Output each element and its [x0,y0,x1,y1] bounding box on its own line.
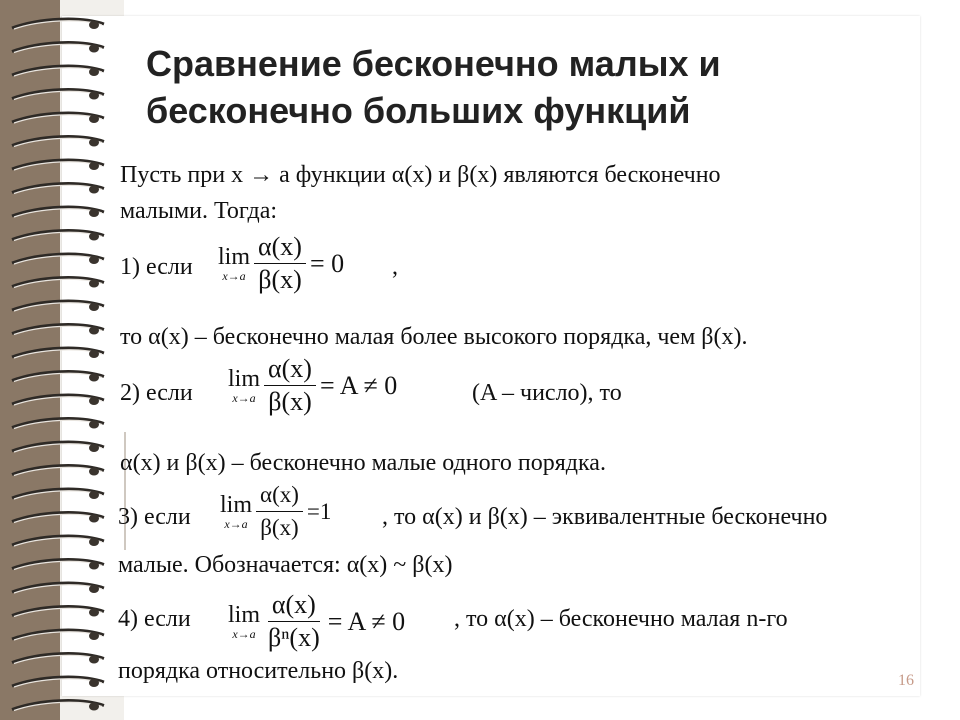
page-number: 16 [898,672,914,689]
numerator: α(x) [264,354,316,386]
case2-rhs: = A ≠ 0 [319,370,398,400]
case4-after: , то α(x) – бесконечно малая n-го [454,606,788,632]
binding-hole [89,256,99,264]
binding-hole [89,444,99,452]
case3-rhs: =1 [306,498,332,524]
case2-label: 2) если [120,380,193,406]
lim-subscript: x→a [232,390,256,405]
binding-hole [89,139,99,147]
case2-formula [228,354,397,417]
slide-title [146,40,906,134]
denominator: β(x) [258,265,302,294]
binding-hole [89,350,99,358]
binding-hole [89,45,99,53]
lim-text: lim [220,491,253,518]
case4-fraction [264,590,324,653]
case3-label: 3) если [118,504,191,530]
binding-hole [89,421,99,429]
case1-label: 1) если [120,254,193,280]
case1-fraction [254,232,306,295]
binding-hole [89,68,99,76]
case1-result: то α(x) – бесконечно малая более высокого порядка, чем β(x). [120,324,748,350]
denominator: β(x) [260,515,299,540]
spiral-rings-icon [0,0,124,720]
lim-text: lim [228,365,261,392]
case3-formula [220,480,331,543]
binding-hole [89,491,99,499]
numerator: α(x) [256,480,303,512]
lim-subscript: x→a [232,626,256,641]
binding-hole [89,468,99,476]
binding-hole [89,327,99,335]
binding-hole [89,679,99,687]
lim-text: lim [218,243,251,270]
case3-lim [220,493,252,531]
binding-hole [89,397,99,405]
case1-after: , [392,254,398,280]
numerator: α(x) [268,590,320,622]
binding-hole [89,632,99,640]
case3-result: малые. Обозначается: α(x) ~ β(x) [118,552,453,578]
binding-hole [89,115,99,123]
case2-lim [228,367,260,405]
case2-fraction [264,354,316,417]
case3-fraction [256,480,303,543]
binding-hole [89,92,99,100]
binding-hole [89,609,99,617]
denominator: β(x) [268,387,312,416]
binding-hole [89,515,99,523]
case4-rhs: = A ≠ 0 [327,606,406,636]
case4-lim [228,603,260,641]
title-line-1: Сравнение бесконечно малых и [146,43,721,84]
case4-result: порядка относительно β(x). [118,658,399,684]
binding-hole [89,21,99,29]
binding-hole [89,585,99,593]
binding-hole [89,703,99,711]
title-line-2: бесконечно больших функций [146,90,691,131]
lim-subscript: x→a [224,516,248,531]
case1-lim [218,245,250,283]
binding-hole [89,233,99,241]
lim-subscript: x→a [222,268,246,283]
case3-after: , то α(x) и β(x) – эквивалентные бесконечно [382,504,828,530]
case2-result: α(x) и β(x) – бесконечно малые одного порядка. [120,450,606,476]
case1-formula [218,232,344,295]
binding-hole [89,303,99,311]
lim-text: lim [228,601,261,628]
binding-hole [89,162,99,170]
case4-label: 4) если [118,606,191,632]
binding-hole [89,374,99,382]
binding-hole [89,186,99,194]
case1-rhs: = 0 [309,248,345,278]
case2-after: (A – число), то [472,380,622,406]
binding-hole [89,209,99,217]
case4-formula [228,590,405,653]
binding-hole [89,538,99,546]
binding-hole [89,656,99,664]
numerator: α(x) [254,232,306,264]
binding-hole [89,280,99,288]
intro-line-2: малыми. Тогда: [120,198,278,224]
denominator: βⁿ(x) [268,623,320,652]
intro-line-1: Пусть при x → a функции α(x) и β(x) являются бесконечно [120,162,721,188]
binding-hole [89,562,99,570]
